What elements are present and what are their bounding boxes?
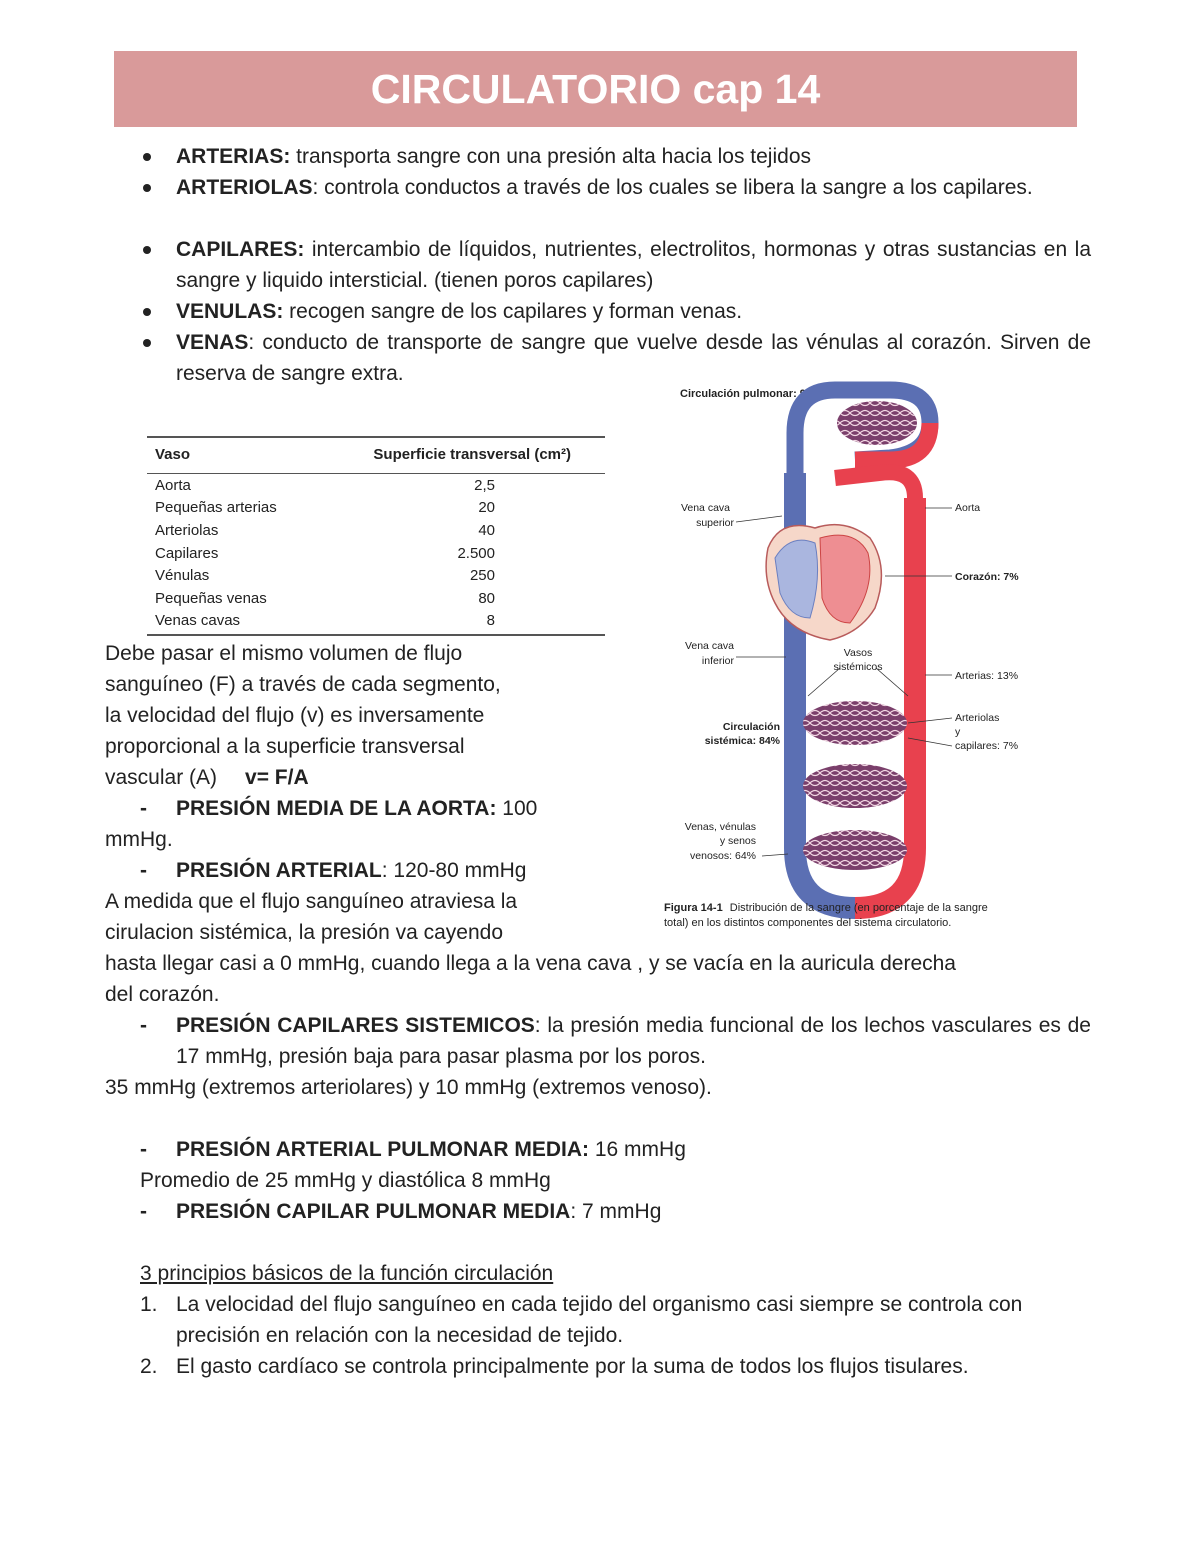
label-vessels: sistémicos <box>833 661 883 673</box>
table-row: Pequeñas venas 80 <box>155 589 495 607</box>
drop-line: cirulacion sistémica, la presión va cayendo <box>105 921 504 944</box>
list-item: - PRESIÓN CAPILAR PULMONAR MEDIA: 7 mmHg <box>140 1196 1091 1227</box>
bullet-icon <box>143 339 151 347</box>
bullet-icon <box>143 184 151 192</box>
dash-marker: - <box>140 1014 147 1037</box>
label-veins: Venas, vénulas <box>684 821 756 833</box>
label-vci: inferior <box>701 655 734 667</box>
table-row: Capilares 2.500 <box>155 544 495 562</box>
list-item: 1. La velocidad del flujo sanguíneo en cada tejido del organismo casi siempre se controla con precisión en relación con la necesidad de tejido. <box>140 1293 1023 1347</box>
label-arterioles: y <box>955 726 961 738</box>
label-vcs: Vena cava <box>680 502 730 514</box>
list-item: - PRESIÓN ARTERIAL PULMONAR MEDIA: 16 mmHg <box>140 1134 1091 1165</box>
definition: transporta sangre con una presión alta hacia los tejidos <box>290 145 811 168</box>
formula: v= F/A <box>245 766 309 789</box>
label-vci: Vena cava <box>684 640 734 652</box>
table-row: Venas cavas 8 <box>155 612 495 630</box>
term: ARTERIAS: <box>176 145 291 168</box>
aortic-arch <box>835 472 915 498</box>
bullet-icon <box>143 246 151 254</box>
dash-marker: - <box>140 1138 147 1161</box>
label-aorta: Aorta <box>955 502 981 514</box>
bullet-icon <box>143 308 151 316</box>
definition: : conducto de transporte de sangre que vuelve desde las vénulas al corazón. Sirven de reserva de sangre extra. <box>176 331 1091 385</box>
definition: : controla conductos a través de los cuales se libera la sangre a los capilares. <box>312 176 1033 199</box>
term: VENAS <box>176 331 249 354</box>
table-row: Aorta 2,5 <box>155 476 495 494</box>
dash-marker: - <box>140 859 147 882</box>
label-systemic: Circulación <box>722 721 780 733</box>
definition: intercambio de líquidos, nutrientes, electrolitos, hormonas y otras sustancias en la sangre y liquido intersticial. (tienen poros capilares) <box>176 238 1091 292</box>
table-row: Pequeñas arterias 20 <box>155 499 495 517</box>
label-veins: y senos <box>719 835 756 847</box>
label-vcs: superior <box>696 517 734 529</box>
list-item <box>140 296 1091 327</box>
list-item <box>140 141 1091 172</box>
label-systemic: sistémica: 84% <box>704 735 780 747</box>
flow-line: la velocidad del flujo (v) es inversamente <box>105 704 485 727</box>
term: VENULAS: <box>176 300 284 323</box>
label-pulmonary: Circulación pulmonar: 9% <box>680 388 816 400</box>
cross-section-table <box>147 436 605 636</box>
drop-line: hasta llegar casi a 0 mmHg, cuando llega a la vena cava , y se vacía en la auricula derecha <box>105 952 956 975</box>
definition: recogen sangre de los capilares y forman venas. <box>283 300 743 323</box>
figure-caption: total) en los distintos componentes del sistema circulatorio. <box>664 917 952 929</box>
flow-line: vascular (A) v= F/A <box>105 766 309 789</box>
pulmonary-average: Promedio de 25 mmHg y diastólica 8 mmHg <box>140 1169 551 1192</box>
table-header: Superficie transversal (cm²) <box>373 446 571 463</box>
principles-heading: 3 principios básicos de la función circulación <box>140 1262 554 1285</box>
list-item: - PRESIÓN MEDIA DE LA AORTA: 100 <box>140 793 600 824</box>
page-title: CIRCULATORIO cap 14 <box>114 51 1077 127</box>
list-item: - PRESIÓN CAPILARES SISTEMICOS: la presión media funcional de los lechos vasculares es de 17 mmHg, presión baja para pasar plasma por los poros. <box>140 1010 1091 1072</box>
label-heart: Corazón: 7% <box>955 571 1019 583</box>
flow-line: Debe pasar el mismo volumen de flujo <box>105 642 463 665</box>
aorta-unit: mmHg. <box>105 828 173 851</box>
figure-caption: Figura 14-1 Distribución de la sangre (en porcentaje de la sangre <box>664 902 988 914</box>
drop-line: A medida que el flujo sanguíneo atraviesa la <box>105 890 518 913</box>
dash-marker: - <box>140 797 147 820</box>
label-arterioles: Arteriolas <box>955 712 1000 724</box>
table-header: Vaso <box>155 446 191 463</box>
circulation-diagram <box>640 378 1060 938</box>
label-vessels: Vasos <box>843 647 873 659</box>
list-item: - PRESIÓN ARTERIAL: 120-80 mmHg <box>140 855 600 886</box>
capillary-extremes: 35 mmHg (extremos arteriolares) y 10 mmHg (extremos venoso). <box>105 1076 712 1099</box>
dash-marker: - <box>140 1200 147 1223</box>
table-row: Arteriolas 40 <box>155 521 495 539</box>
flow-line: proporcional a la superficie transversal <box>105 735 465 758</box>
table-row: Vénulas 250 <box>155 567 495 585</box>
term: CAPILARES: <box>176 238 305 261</box>
list-item <box>140 234 1091 296</box>
drop-line: del corazón. <box>105 983 220 1006</box>
label-veins: venosos: 64% <box>690 850 756 862</box>
bullet-icon <box>143 153 151 161</box>
term: ARTERIOLAS <box>176 176 313 199</box>
label-arterioles: capilares: 7% <box>955 740 1019 752</box>
label-arteries: Arterias: 13% <box>955 670 1019 682</box>
list-item: 2. El gasto cardíaco se controla principalmente por la suma de todos los flujos tisulares. <box>140 1355 969 1378</box>
flow-line: sanguíneo (F) a través de cada segmento, <box>105 673 501 696</box>
list-item <box>140 172 1091 203</box>
